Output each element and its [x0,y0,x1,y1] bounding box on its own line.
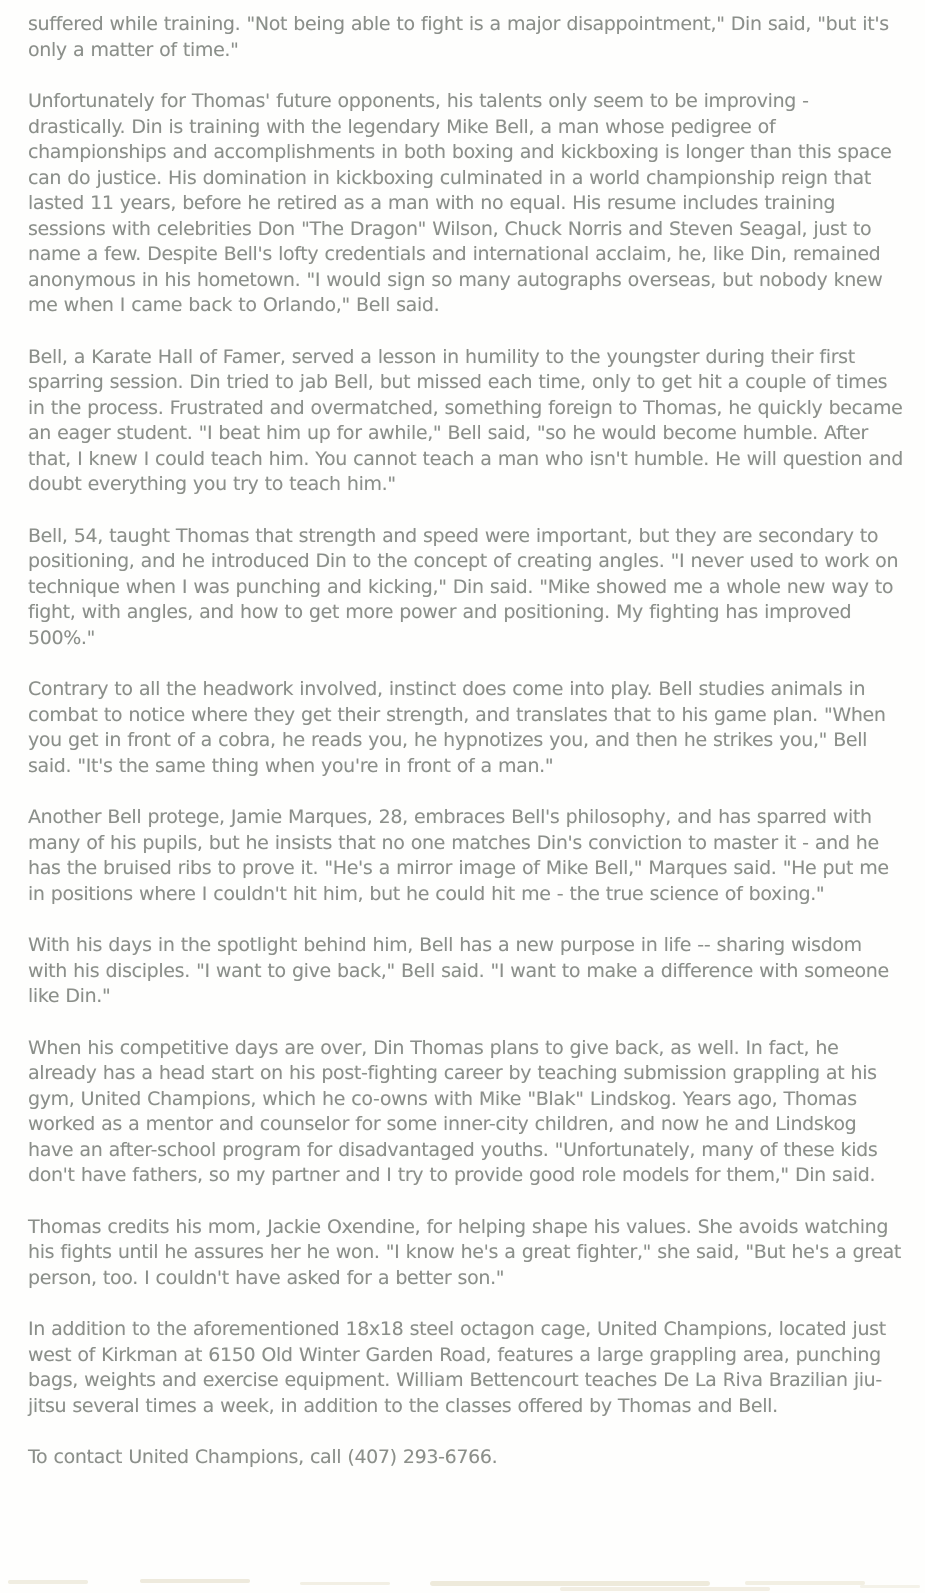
paragraph-giving-back: When his competitive days are over, Din Thomas plans to give back, as well. In fact, he already has a head start on his post-fighting career by teaching submission grappling at his gym, United Champions, which he co-owns with Mike "Blak" Lindskog. Years ago, Thomas worked as a mentor and counselor for some inner-city children, and now he and Lindskog have an after-school program for disadvantaged youths. "Unfortunately, many of these kids don't have fathers, so my partner and I try to provide good role models for them," Din said. [28,1036,878,1186]
paragraph-continuation: suffered while training. "Not being able to fight is a major disappointment," Din said, "but it's only a matter of time." [28,13,889,61]
scan-streak [745,1581,865,1585]
paragraph-mom-jackie-oxendine: Thomas credits his mom, Jackie Oxendine, for helping shape his values. She avoids watching his fights until he assures her he won. "I know he's a great fighter," she said, "But he's a great person, too. I couldn't have asked for a better son." [28,1215,902,1289]
scan-streak [860,1585,920,1588]
paragraph-contact-info: To contact United Champions, call (407) 293-6766. [28,1446,498,1468]
paragraph-creating-angles: Bell, 54, taught Thomas that strength and speed were important, but they are secondary to positioning, and he introduced Din to the concept of creating angles. "I never used to work on technique when I was punching and kicking," Din said. "Mike showed me a whole new way to fight, with angles, and how to get more power and positioning. My fighting has improved 500%." [28,524,899,649]
paragraph-jamie-marques: Another Bell protege, Jamie Marques, 28, embraces Bell's philosophy, and has sparred with many of his pupils, but he insists that no one matches Din's conviction to master it - and he has the bruised ribs to prove it. "He's a mirror image of Mike Bell," Marques said. "He put me in positions where I couldn't hit him, but he could hit me - the true science of boxing." [28,806,889,905]
scan-streak [8,1580,88,1584]
paragraph-humility-lesson: Bell, a Karate Hall of Famer, served a lesson in humility to the youngster during their first sparring session. Din tried to jab Bell, but missed each time, only to get hit a couple of times in the process. Frustrated and overmatched, something foreign to Thomas, he quickly became an eager student. "I beat him up for awhile," Bell said, "so he would become humble. After that, I knew I could teach him. You cannot teach a man who isn't humble. He will question and doubt everything you try to teach him." [28,345,903,495]
paragraph-new-purpose: With his days in the spotlight behind him, Bell has a new purpose in life -- sharing wisdom with his disciples. "I want to give back," Bell said. "I want to make a difference with someone like Din." [28,934,889,1007]
paragraph-training-with-bell: Unfortunately for Thomas' future opponents, his talents only seem to be improving - drastically. Din is training with the legendary Mike Bell, a man whose pedigree of championships and accomplishments in both boxing and kickboxing is longer than this space can do justice. His domination in kickboxing culminated in a world championship reign that lasted 11 years, before he retired as a man with no equal. His resume includes training sessions with celebrities Don "The Dragon" Wilson, Chuck Norris and Steven Seagal, just to name a few. Despite Bell's lofty credentials and international acclaim, he, like Din, remained anonymous in his hometown. "I would sign so many autographs overseas, but nobody knew me when I came back to Orlando," Bell said. [28,90,892,316]
scan-artifact-streaks [0,1575,925,1593]
scan-streak [300,1582,390,1585]
scan-streak [560,1587,770,1591]
paragraph-gym-facilities: In addition to the aforementioned 18x18 steel octagon cage, United Champions, located just west of Kirkman at 6150 Old Winter Garden Road, features a large grappling area, punching bags, weights and exercise equipment. William Bettencourt teaches De La Riva Brazilian jiu-jitsu several times a week, in addition to the classes offered by Thomas and Bell. [28,1318,886,1417]
paragraph-instinct-cobra: Contrary to all the headwork involved, instinct does come into play. Bell studies animals in combat to notice where they get their strength, and translates that to his game plan. "When you get in front of a cobra, he reads you, he hypnotizes you, and then he strikes you," Bell said. "It's the same thing when you're in front of a man." [28,678,886,777]
article-body [28,12,906,1471]
scan-streak [430,1581,710,1586]
scan-streak [140,1579,250,1583]
